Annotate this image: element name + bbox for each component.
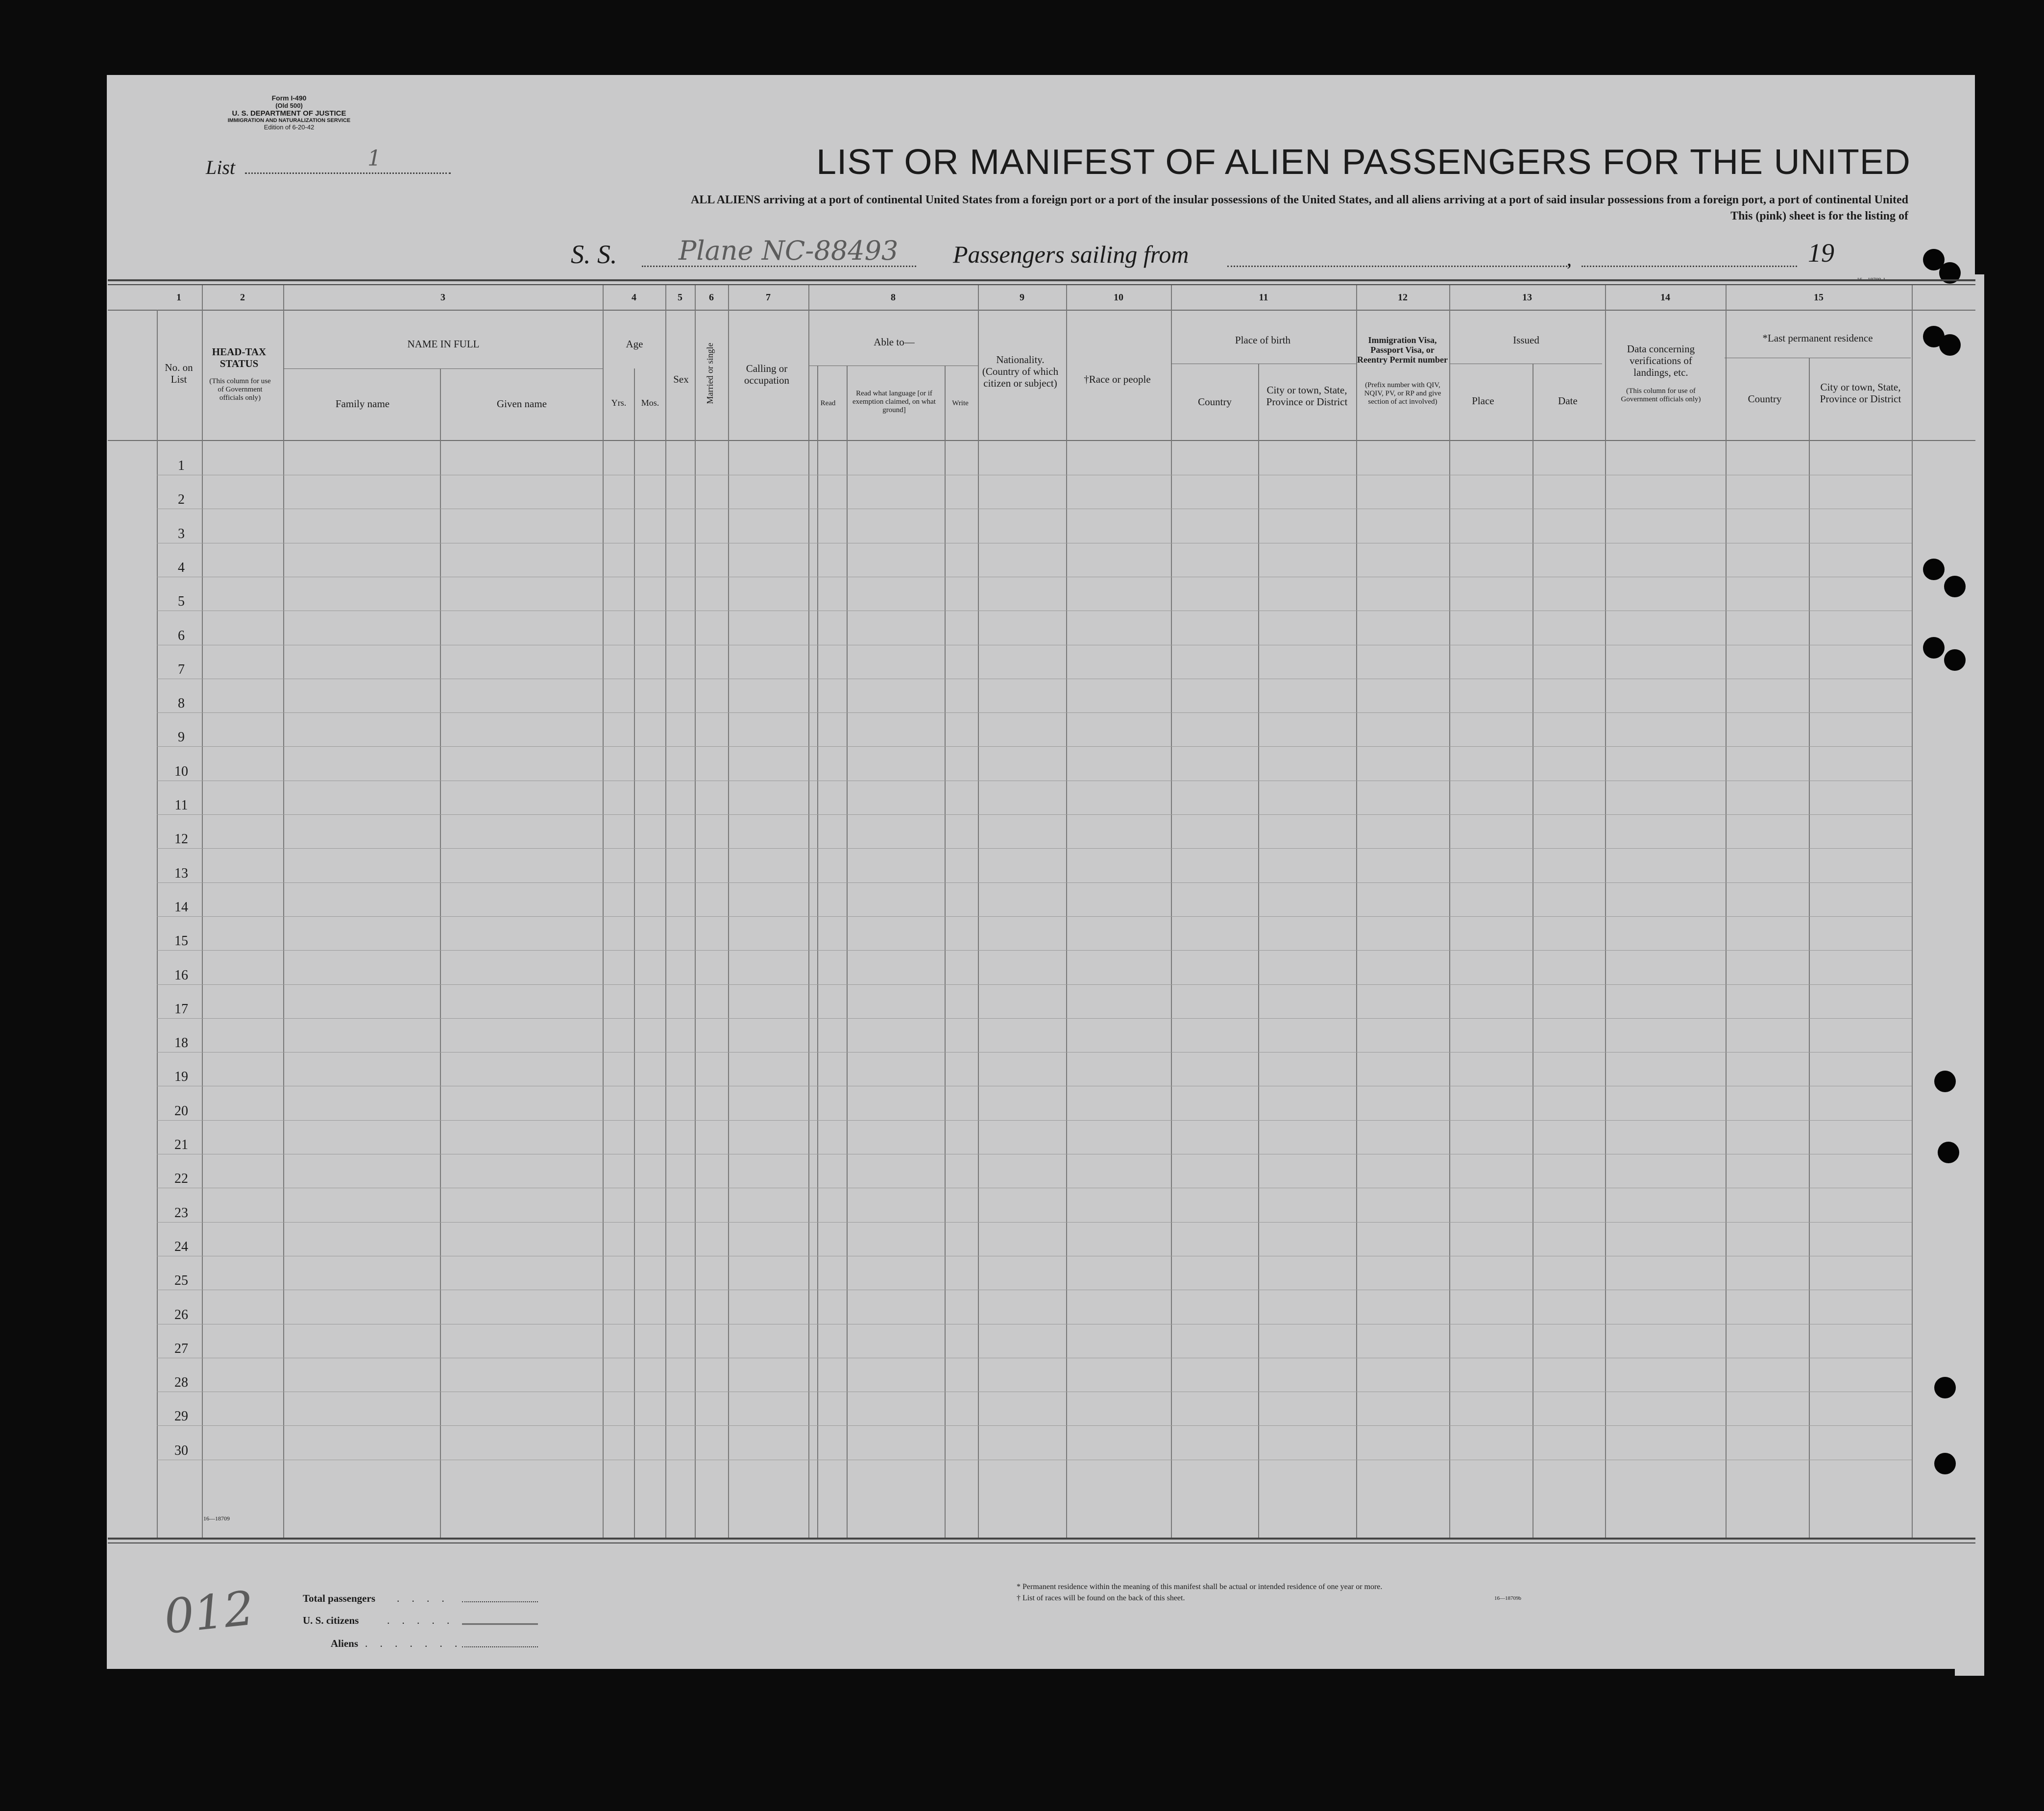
hdr-immigration-visa-note: (Prefix number with QIV, NQIV, PV, or RP and give section of act involved)	[1364, 381, 1441, 406]
list-number-handwritten: 1	[367, 146, 382, 171]
column-line	[945, 366, 946, 1538]
table-top-rule-2	[108, 284, 1975, 285]
column-line	[1449, 310, 1450, 1538]
row-number: 30	[174, 1443, 188, 1458]
column-number-divider	[283, 285, 284, 310]
column-number-divider	[665, 285, 666, 310]
column-line	[157, 310, 158, 1538]
table-top-rule	[108, 279, 1975, 281]
list-label: List	[206, 156, 236, 178]
row-number: 12	[174, 832, 188, 847]
page-number-handwritten: 012	[161, 1580, 257, 1645]
hdr-issued: Issued	[1513, 334, 1539, 346]
row-number: 22	[174, 1171, 188, 1187]
column-number-divider	[978, 285, 979, 310]
binder-hole	[1938, 1142, 1959, 1163]
column-number: 4	[632, 292, 636, 303]
column-number-divider	[603, 285, 604, 310]
hdr-race-or-people: †Race or people	[1084, 373, 1151, 385]
column-number: 13	[1522, 292, 1532, 303]
table-row	[157, 916, 1912, 917]
row-number: 10	[174, 763, 188, 779]
department: U. S. DEPARTMENT OF JUSTICE	[232, 109, 346, 118]
table-row	[157, 1120, 1912, 1121]
total-passengers-label: Total passengers	[303, 1592, 375, 1604]
hdr-family-name: Family name	[335, 398, 390, 410]
hdr-no-on-list: No. on List	[165, 362, 193, 385]
column-number: 2	[240, 292, 245, 303]
edition: Edition of 6-20-42	[264, 123, 315, 131]
aliens-label: Aliens	[331, 1638, 359, 1649]
row-number: 7	[178, 661, 185, 677]
footnote-permanent-residence: * Permanent residence within the meaning of this manifest shall be actual or intended residence of one year or more.	[1017, 1583, 1383, 1591]
old-number: (Old 500)	[275, 102, 303, 109]
column-line	[283, 310, 284, 1538]
table-row	[157, 814, 1912, 815]
form-info	[186, 94, 392, 131]
column-number-divider	[1726, 285, 1727, 310]
hdr-mos: Mos.	[641, 398, 659, 408]
column-number: 14	[1660, 292, 1670, 303]
hdr-immigration-visa: Immigration Visa, Passport Visa, or Reentry Permit number	[1357, 335, 1448, 365]
column-line	[440, 368, 441, 1538]
table-bottom-rule-2	[108, 1542, 1975, 1543]
right-margin-strip	[1955, 274, 1984, 1676]
row-number: 20	[174, 1103, 188, 1119]
binder-hole	[1934, 1071, 1956, 1092]
column-number: 10	[1114, 292, 1123, 303]
list-field	[206, 146, 451, 179]
column-line	[202, 310, 203, 1538]
hdr-residence-country: Country	[1748, 393, 1782, 405]
column-line	[665, 310, 666, 1538]
row-number: 21	[174, 1137, 188, 1152]
hdr-birth-city: City or town, State, Province or District	[1266, 384, 1348, 408]
hdr-nationality: Nationality. (Country of which citizen or subject)	[982, 354, 1059, 389]
row-number: 8	[178, 696, 185, 711]
row-number: 6	[178, 628, 185, 643]
column-line	[978, 310, 979, 1538]
form-number: Form I-490	[271, 94, 307, 102]
column-number-divider	[1449, 285, 1450, 310]
column-number: 11	[1259, 292, 1268, 303]
row-number: 18	[174, 1035, 188, 1051]
column-number: 15	[1814, 292, 1824, 303]
column-number: 1	[176, 292, 181, 303]
sailing-label: Passengers sailing from	[953, 241, 1189, 268]
hdr-age: Age	[626, 338, 643, 350]
row-number: 5	[178, 594, 185, 610]
hdr-yrs: Yrs.	[611, 398, 627, 408]
hdr-issued-place: Place	[1472, 395, 1494, 407]
row-number: 25	[174, 1273, 188, 1289]
hdr-head-tax-note: (This column for use of Government officials only)	[209, 377, 271, 402]
aliens-field	[462, 1646, 538, 1647]
footnote-list-of-races: † List of races will be found on the back of this sheet.	[1017, 1594, 1185, 1602]
table-row	[157, 1222, 1912, 1223]
column-line	[1356, 310, 1357, 1538]
column-number: 12	[1398, 292, 1408, 303]
column-number-divider	[1605, 285, 1606, 310]
hdr-given-name: Given name	[496, 398, 547, 410]
column-number-divider	[202, 285, 203, 310]
hdr-residence-city: City or town, State, Province or District	[1820, 381, 1901, 405]
header-bottom-rule	[108, 440, 1975, 441]
column-line	[1912, 310, 1913, 1538]
row-number: 26	[174, 1307, 188, 1322]
column-number-divider	[695, 285, 696, 310]
hdr-data-concerning: Data concerning verifications of landings, etc.	[1627, 343, 1695, 378]
table-row	[157, 950, 1912, 951]
hdr-married-or-single: Married or single	[705, 343, 715, 404]
ss-label: S. S.	[571, 240, 617, 269]
row-number: 2	[178, 492, 185, 508]
row-number: 29	[174, 1409, 188, 1424]
row-number: 16	[174, 967, 188, 983]
us-citizens-label: U. S. citizens	[303, 1615, 359, 1626]
us-citizens-field	[462, 1623, 538, 1625]
column-number: 5	[678, 292, 682, 303]
hdr-birth-country: Country	[1198, 396, 1232, 408]
column-number-divider	[728, 285, 729, 310]
hdr-head-tax-status: HEAD-TAX STATUS	[212, 346, 267, 369]
ss-value-handwritten: Plane NC-88493	[679, 235, 899, 266]
column-line	[1605, 310, 1606, 1538]
column-number: 8	[891, 292, 896, 303]
binder-hole	[1944, 649, 1966, 671]
column-line	[1726, 310, 1727, 1538]
column-number-divider	[1356, 285, 1357, 310]
hdr-sex: Sex	[673, 373, 689, 385]
binder-hole	[1944, 576, 1966, 597]
hdr-calling-or-occupation: Calling or occupation	[744, 363, 790, 386]
footnote-code: 16—18709b	[1494, 1595, 1521, 1601]
table-row	[157, 1018, 1912, 1019]
row-number: 3	[178, 526, 185, 541]
page-title: LIST OR MANIFEST OF ALIEN PASSENGERS FOR THE UNITED	[816, 143, 1911, 182]
column-number: 6	[709, 292, 714, 303]
row-number: 4	[178, 560, 185, 575]
column-line	[1066, 310, 1067, 1538]
instructions-line-1: ALL ALIENS arriving at a port of continental United States from a foreign port or a port of the insular possessions of the United States, and all aliens arriving at a port of said insular possessions from a foreign port, a port of continental United	[691, 194, 1908, 206]
row-number: 13	[174, 865, 188, 881]
row-number: 1	[178, 458, 185, 473]
row-number: 11	[174, 798, 188, 813]
row-number: 19	[174, 1069, 188, 1085]
table-bottom-rule	[108, 1538, 1975, 1540]
column-line	[603, 310, 604, 1538]
column-line	[847, 366, 848, 1538]
year-label: 19	[1808, 238, 1834, 268]
column-line	[808, 310, 809, 1538]
row-number: 24	[174, 1239, 188, 1254]
binder-hole	[1934, 1377, 1956, 1398]
table-row	[157, 882, 1912, 883]
binder-hole	[1939, 334, 1961, 356]
hdr-able-to: Able to—	[874, 336, 915, 348]
binder-hole	[1923, 559, 1945, 580]
binder-hole	[1923, 637, 1945, 659]
table-row	[157, 712, 1912, 713]
column-line	[1171, 310, 1172, 1538]
column-line	[728, 310, 729, 1538]
row-number: 27	[174, 1341, 188, 1356]
row-number: 9	[178, 730, 185, 745]
row-number: 14	[174, 899, 188, 915]
service: IMMIGRATION AND NATURALIZATION SERVICE	[227, 118, 351, 123]
column-number-divider	[1171, 285, 1172, 310]
column-line	[817, 366, 818, 1538]
column-number-divider	[1066, 285, 1067, 310]
row-number: 28	[174, 1375, 188, 1391]
row-number: 23	[174, 1205, 188, 1221]
hdr-write: Write	[952, 399, 969, 407]
column-line	[634, 368, 635, 1538]
row-number: 15	[174, 933, 188, 949]
hdr-data-concerning-note: (This column for use of Government officials only)	[1621, 387, 1701, 403]
column-number-divider	[808, 285, 809, 310]
column-line	[1809, 358, 1810, 1538]
binder-hole	[1934, 1453, 1956, 1474]
table-bottom-code: 16—18709	[203, 1515, 230, 1522]
hdr-last-permanent-residence: *Last permanent residence	[1762, 332, 1873, 344]
column-number: 9	[1020, 292, 1024, 303]
column-number: 7	[766, 292, 771, 303]
date-field	[1582, 264, 1797, 267]
row-number: 17	[174, 1001, 188, 1017]
hdr-name-in-full: NAME IN FULL	[407, 338, 480, 350]
hdr-read: Read	[820, 399, 836, 407]
total-passengers-field	[462, 1601, 538, 1602]
col-number-rule	[108, 310, 1975, 311]
column-line	[695, 310, 696, 1538]
hdr-read-what-language: Read what language [or if exemption claimed, on what ground]	[852, 390, 936, 414]
table-row	[157, 746, 1912, 747]
table-row	[157, 1425, 1912, 1426]
column-number-divider	[1912, 285, 1913, 310]
table-row	[157, 984, 1912, 985]
hdr-issued-date: Date	[1558, 395, 1578, 407]
column-number: 3	[440, 292, 445, 303]
instructions-line-2: This (pink) sheet is for the listing of	[1730, 210, 1908, 222]
table-row	[157, 848, 1912, 849]
manifest-sheet	[107, 75, 1975, 1669]
sailing-from-field	[1227, 264, 1570, 267]
hdr-place-of-birth: Place of birth	[1235, 334, 1291, 346]
